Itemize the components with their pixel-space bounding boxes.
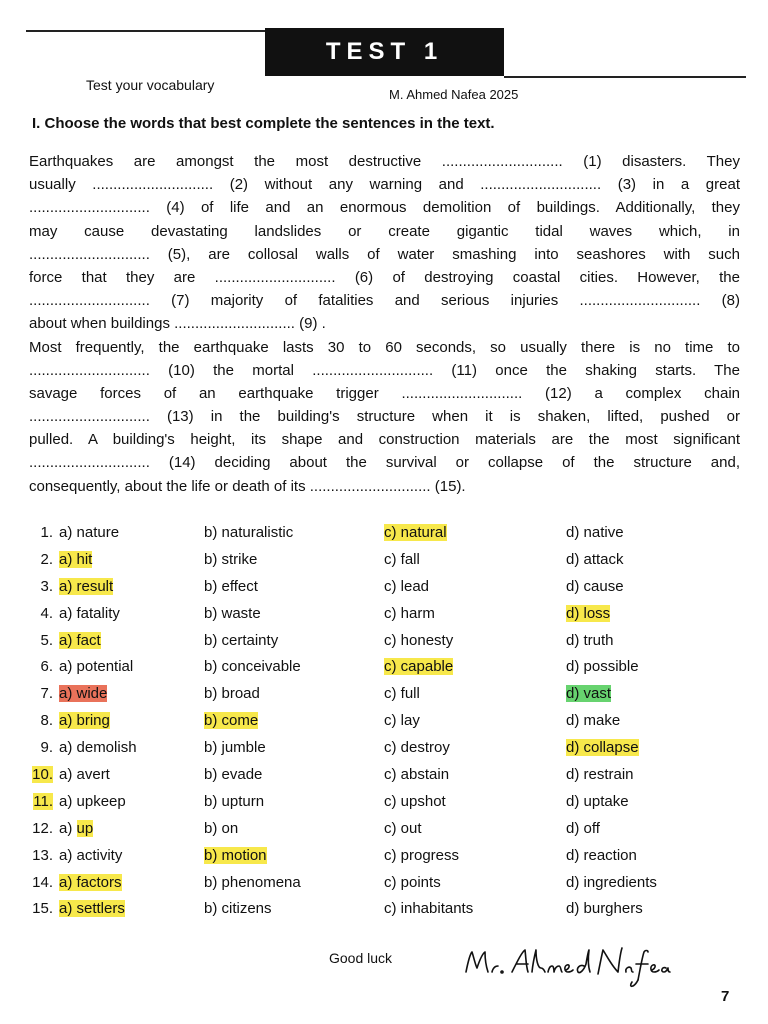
question-number: 1. [40,524,53,541]
option-c[interactable]: c) harm [384,604,435,622]
answer-row [0,628,768,655]
option-a[interactable]: a) hit [59,550,93,568]
option-a[interactable]: a) factors [59,873,122,891]
question-number: 4. [40,604,53,622]
question-number: 14. [32,873,53,891]
option-a[interactable] [59,820,93,837]
answer-options [0,520,768,923]
question-number: 5. [40,631,53,649]
passage-line: force that they are ............................. (6) of destroying coastal cities. However, the [29,268,740,286]
subtitle: Test your vocabulary [86,77,215,93]
option-a[interactable]: a) result [59,577,114,595]
option-b[interactable]: b) evade [204,766,263,784]
answer-row [0,735,768,762]
good-luck-text: Good luck [329,950,393,966]
answer-row [0,843,768,870]
option-c[interactable]: c) destroy [384,739,450,757]
option-b[interactable]: b) come [204,712,259,730]
passage-line: ............................. (14) deciding about the survival or collapse of the structure and, [29,454,740,472]
question-number: 10. [32,766,53,784]
option-c[interactable]: c) honesty [384,631,454,649]
signature [462,942,702,992]
answer-row [0,654,768,681]
option-b[interactable]: b) effect [204,577,258,595]
question-number: 15. [32,900,53,918]
option-c[interactable]: c) fall [384,550,420,568]
option-word: up [76,819,94,837]
option-d[interactable]: d) possible [566,658,639,676]
passage-line: usually ............................. (2) without any warning and ............................. (3) in a great [29,176,740,194]
question-number: 7. [40,685,53,703]
answer-row [0,896,768,923]
option-b[interactable]: b) waste [204,604,261,622]
answer-row [0,762,768,789]
option-a[interactable]: a) settlers [59,900,125,918]
header-rule-right [504,76,746,78]
option-c[interactable]: c) points [384,873,441,891]
page-number: 7 [721,988,730,1005]
option-d[interactable]: d) reaction [566,846,637,864]
passage-line: savage forces of an earthquake trigger ............................. (12) a complex chain [29,384,740,402]
option-b[interactable]: b) naturalistic [204,524,294,541]
passage-line: ............................. (7) majority of fatalities and serious injuries ............................. (8) [29,292,740,310]
answer-row [0,870,768,897]
option-b[interactable]: b) broad [204,685,260,703]
question-number: 12. [32,819,53,837]
passage-line: about when buildings ............................. (9) . [29,315,326,333]
option-a[interactable]: a) upkeep [59,792,126,810]
question-number: 6. [40,658,53,676]
option-c[interactable]: c) lay [384,712,420,730]
question-number: 9. [40,739,53,757]
passage-line: ............................. (4) of life and an enormous demolition of buildings. Additionally, they [29,199,740,217]
option-a[interactable]: a) nature [59,524,120,541]
author-line: M. Ahmed Nafea 2025 [389,87,519,102]
question-number: 2. [40,550,53,568]
option-d[interactable]: d) attack [566,550,624,568]
passage-line: ............................. (13) in the building's structure when it is shaken, lifted, pushed or [29,408,740,426]
option-d[interactable]: d) native [566,524,624,541]
answer-row [0,601,768,628]
option-c[interactable]: c) upshot [384,792,446,810]
passage-line: ............................. (5), are collosal walls of water smashing into seashores with such [29,245,740,263]
option-c[interactable]: c) abstain [384,766,450,784]
option-c[interactable]: c) full [384,685,420,703]
option-a[interactable]: a) bring [59,712,110,730]
option-d[interactable]: d) cause [566,577,624,595]
passage-line: pulled. A building's height, its shape and construction materials are the most significant [29,431,740,449]
answer-row [0,681,768,708]
question-number: 13. [32,846,53,864]
question-number: 3. [40,577,53,595]
option-d[interactable]: d) off [566,819,600,837]
passage-line: ............................. (10) the mortal ............................. (11) once the shaking starts. The [29,361,740,379]
option-c[interactable]: c) natural [384,524,447,541]
passage [29,150,740,498]
passage-line: Earthquakes are amongst the most destructive ............................. (1) disasters. They [29,153,740,170]
option-b[interactable]: b) upturn [204,792,265,810]
option-d[interactable]: d) burghers [566,900,643,918]
option-a[interactable]: a) potential [59,658,134,676]
option-b[interactable]: b) certainty [204,631,279,649]
option-c[interactable]: c) lead [384,577,430,595]
option-d[interactable]: d) restrain [566,766,634,784]
option-a[interactable]: a) avert [59,766,110,784]
passage-line: consequently, about the life or death of its ............................. (15). [29,477,466,495]
answer-row [0,789,768,816]
option-d[interactable]: d) truth [566,631,614,649]
option-b[interactable]: b) citizens [204,900,272,918]
answer-row [0,816,768,843]
option-b[interactable]: b) phenomena [204,873,301,891]
option-d[interactable]: d) vast [566,685,612,703]
option-d[interactable]: d) ingredients [566,873,657,891]
option-a[interactable]: a) demolish [59,739,137,757]
instruction: I. Choose the words that best complete the sentences in the text. [32,115,495,132]
option-b[interactable]: b) on [204,819,239,837]
answer-row [0,547,768,574]
option-c[interactable]: c) inhabitants [384,900,474,918]
option-d[interactable]: d) uptake [566,792,629,810]
answer-row [0,574,768,601]
test-title: TEST 1 [265,28,504,76]
option-a[interactable]: a) fact [59,631,101,649]
option-prefix: a) [59,819,77,837]
option-a[interactable]: a) wide [59,685,108,703]
passage-line: may cause devastating landslides or create gigantic tidal waves which, in [29,222,740,240]
option-b[interactable]: b) motion [204,846,267,864]
passage-line: Most frequently, the earthquake lasts 30 to 60 seconds, so usually there is no time to [29,338,740,356]
question-number: 8. [40,712,53,730]
question-number: 11. [33,792,53,810]
answer-row [0,520,768,547]
option-c[interactable]: c) out [384,819,422,837]
option-b[interactable]: b) conceivable [204,658,301,676]
option-a[interactable]: a) activity [59,846,123,864]
option-b[interactable]: b) strike [204,550,258,568]
header-rule-left [26,30,266,32]
option-d[interactable]: d) collapse [566,739,639,757]
answer-row [0,708,768,735]
option-c[interactable]: c) progress [384,846,460,864]
option-a[interactable]: a) fatality [59,604,120,622]
option-c[interactable]: c) capable [384,658,454,676]
option-d[interactable]: d) loss [566,604,611,622]
option-b[interactable]: b) jumble [204,739,266,757]
option-d[interactable]: d) make [566,712,621,730]
